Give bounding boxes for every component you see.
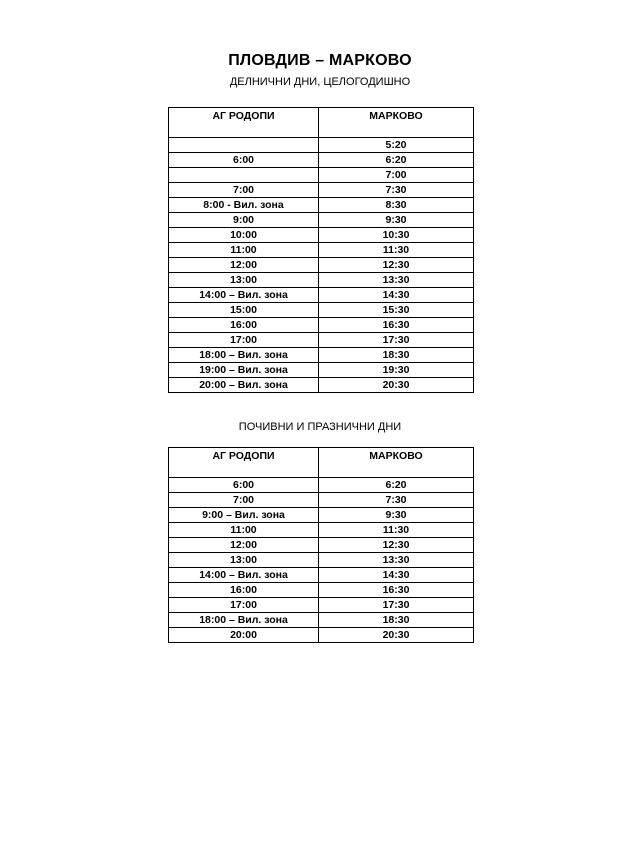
column-header-markovo: МАРКОВО (319, 108, 474, 138)
departure-ag-rodopi-cell: 7:00 (169, 493, 319, 508)
table-row (169, 258, 474, 273)
departure-markovo-cell: 15:30 (319, 303, 474, 318)
table-row (169, 198, 474, 213)
holiday-subtitle: ПОЧИВНИ И ПРАЗНИЧНИ ДНИ (238, 421, 402, 433)
table-row (169, 493, 474, 508)
table-row (169, 228, 474, 243)
departure-markovo-cell: 9:30 (319, 213, 474, 228)
departure-ag-rodopi-cell: 20:00 (169, 628, 319, 643)
departure-markovo-cell: 11:30 (319, 523, 474, 538)
departure-ag-rodopi-cell: 13:00 (169, 273, 319, 288)
departure-ag-rodopi-cell: 12:00 (169, 258, 319, 273)
departure-ag-rodopi-cell: 11:00 (169, 243, 319, 258)
departure-ag-rodopi-cell: 6:00 (169, 153, 319, 168)
column-header-ag-rodopi: АГ РОДОПИ (169, 108, 319, 138)
departure-ag-rodopi-cell (169, 168, 319, 183)
departure-markovo-cell: 13:30 (319, 273, 474, 288)
departure-ag-rodopi-cell: 14:00 – Вил. зона (169, 568, 319, 583)
table-row (169, 168, 474, 183)
departure-ag-rodopi-cell: 9:00 – Вил. зона (169, 508, 319, 523)
departure-markovo-cell: 18:30 (319, 348, 474, 363)
table-row (169, 183, 474, 198)
departure-ag-rodopi-cell: 18:00 – Вил. зона (169, 613, 319, 628)
departure-ag-rodopi-cell: 18:00 – Вил. зона (169, 348, 319, 363)
departure-markovo-cell: 6:20 (319, 153, 474, 168)
departure-ag-rodopi-cell: 16:00 (169, 583, 319, 598)
departure-ag-rodopi-cell: 14:00 – Вил. зона (169, 288, 319, 303)
table-row (169, 538, 474, 553)
table-row (169, 348, 474, 363)
departure-markovo-cell: 17:30 (319, 598, 474, 613)
departure-markovo-cell: 6:20 (319, 478, 474, 493)
column-header-markovo: МАРКОВО (319, 448, 474, 478)
departure-ag-rodopi-cell: 19:00 – Вил. зона (169, 363, 319, 378)
departure-markovo-cell: 14:30 (319, 568, 474, 583)
weekday-schedule-table (168, 107, 474, 393)
table-row (169, 363, 474, 378)
departure-markovo-cell: 12:30 (319, 258, 474, 273)
weekday-subtitle: ДЕЛНИЧНИ ДНИ, ЦЕЛОГОДИШНО (229, 76, 411, 88)
departure-markovo-cell: 7:30 (319, 493, 474, 508)
departure-ag-rodopi-cell: 17:00 (169, 333, 319, 348)
departure-ag-rodopi-cell: 9:00 (169, 213, 319, 228)
table-header-row (169, 448, 474, 478)
departure-markovo-cell: 11:30 (319, 243, 474, 258)
table-row (169, 628, 474, 643)
table-row (169, 273, 474, 288)
departure-markovo-cell: 17:30 (319, 333, 474, 348)
column-header-ag-rodopi: АГ РОДОПИ (169, 448, 319, 478)
departure-ag-rodopi-cell: 10:00 (169, 228, 319, 243)
departure-markovo-cell: 16:30 (319, 583, 474, 598)
departure-ag-rodopi-cell: 15:00 (169, 303, 319, 318)
departure-markovo-cell: 7:00 (319, 168, 474, 183)
departure-ag-rodopi-cell: 8:00 - Вил. зона (169, 198, 319, 213)
departure-ag-rodopi-cell: 17:00 (169, 598, 319, 613)
departure-ag-rodopi-cell: 16:00 (169, 318, 319, 333)
departure-ag-rodopi-cell: 13:00 (169, 553, 319, 568)
table-row (169, 378, 474, 393)
table-row (169, 508, 474, 523)
departure-ag-rodopi-cell: 11:00 (169, 523, 319, 538)
departure-markovo-cell: 16:30 (319, 318, 474, 333)
departure-ag-rodopi-cell (169, 138, 319, 153)
table-row (169, 318, 474, 333)
departure-markovo-cell: 14:30 (319, 288, 474, 303)
departure-markovo-cell: 20:30 (319, 378, 474, 393)
table-row (169, 243, 474, 258)
table-row (169, 478, 474, 493)
departure-ag-rodopi-cell: 7:00 (169, 183, 319, 198)
departure-markovo-cell: 18:30 (319, 613, 474, 628)
holiday-schedule-table (168, 447, 474, 643)
table-row (169, 613, 474, 628)
table-row (169, 303, 474, 318)
table-row (169, 213, 474, 228)
table-row (169, 568, 474, 583)
departure-markovo-cell: 13:30 (319, 553, 474, 568)
departure-markovo-cell: 19:30 (319, 363, 474, 378)
departure-markovo-cell: 20:30 (319, 628, 474, 643)
departure-markovo-cell: 9:30 (319, 508, 474, 523)
table-row (169, 153, 474, 168)
table-row (169, 288, 474, 303)
table-row (169, 523, 474, 538)
table-row (169, 583, 474, 598)
table-row (169, 333, 474, 348)
departure-markovo-cell: 7:30 (319, 183, 474, 198)
table-header-row (169, 108, 474, 138)
departure-ag-rodopi-cell: 20:00 – Вил. зона (169, 378, 319, 393)
departure-markovo-cell: 8:30 (319, 198, 474, 213)
departure-markovo-cell: 5:20 (319, 138, 474, 153)
page-title: ПЛОВДИВ – МАРКОВО (228, 52, 412, 69)
table-row (169, 598, 474, 613)
departure-ag-rodopi-cell: 6:00 (169, 478, 319, 493)
departure-markovo-cell: 10:30 (319, 228, 474, 243)
table-row (169, 138, 474, 153)
departure-ag-rodopi-cell: 12:00 (169, 538, 319, 553)
departure-markovo-cell: 12:30 (319, 538, 474, 553)
table-row (169, 553, 474, 568)
